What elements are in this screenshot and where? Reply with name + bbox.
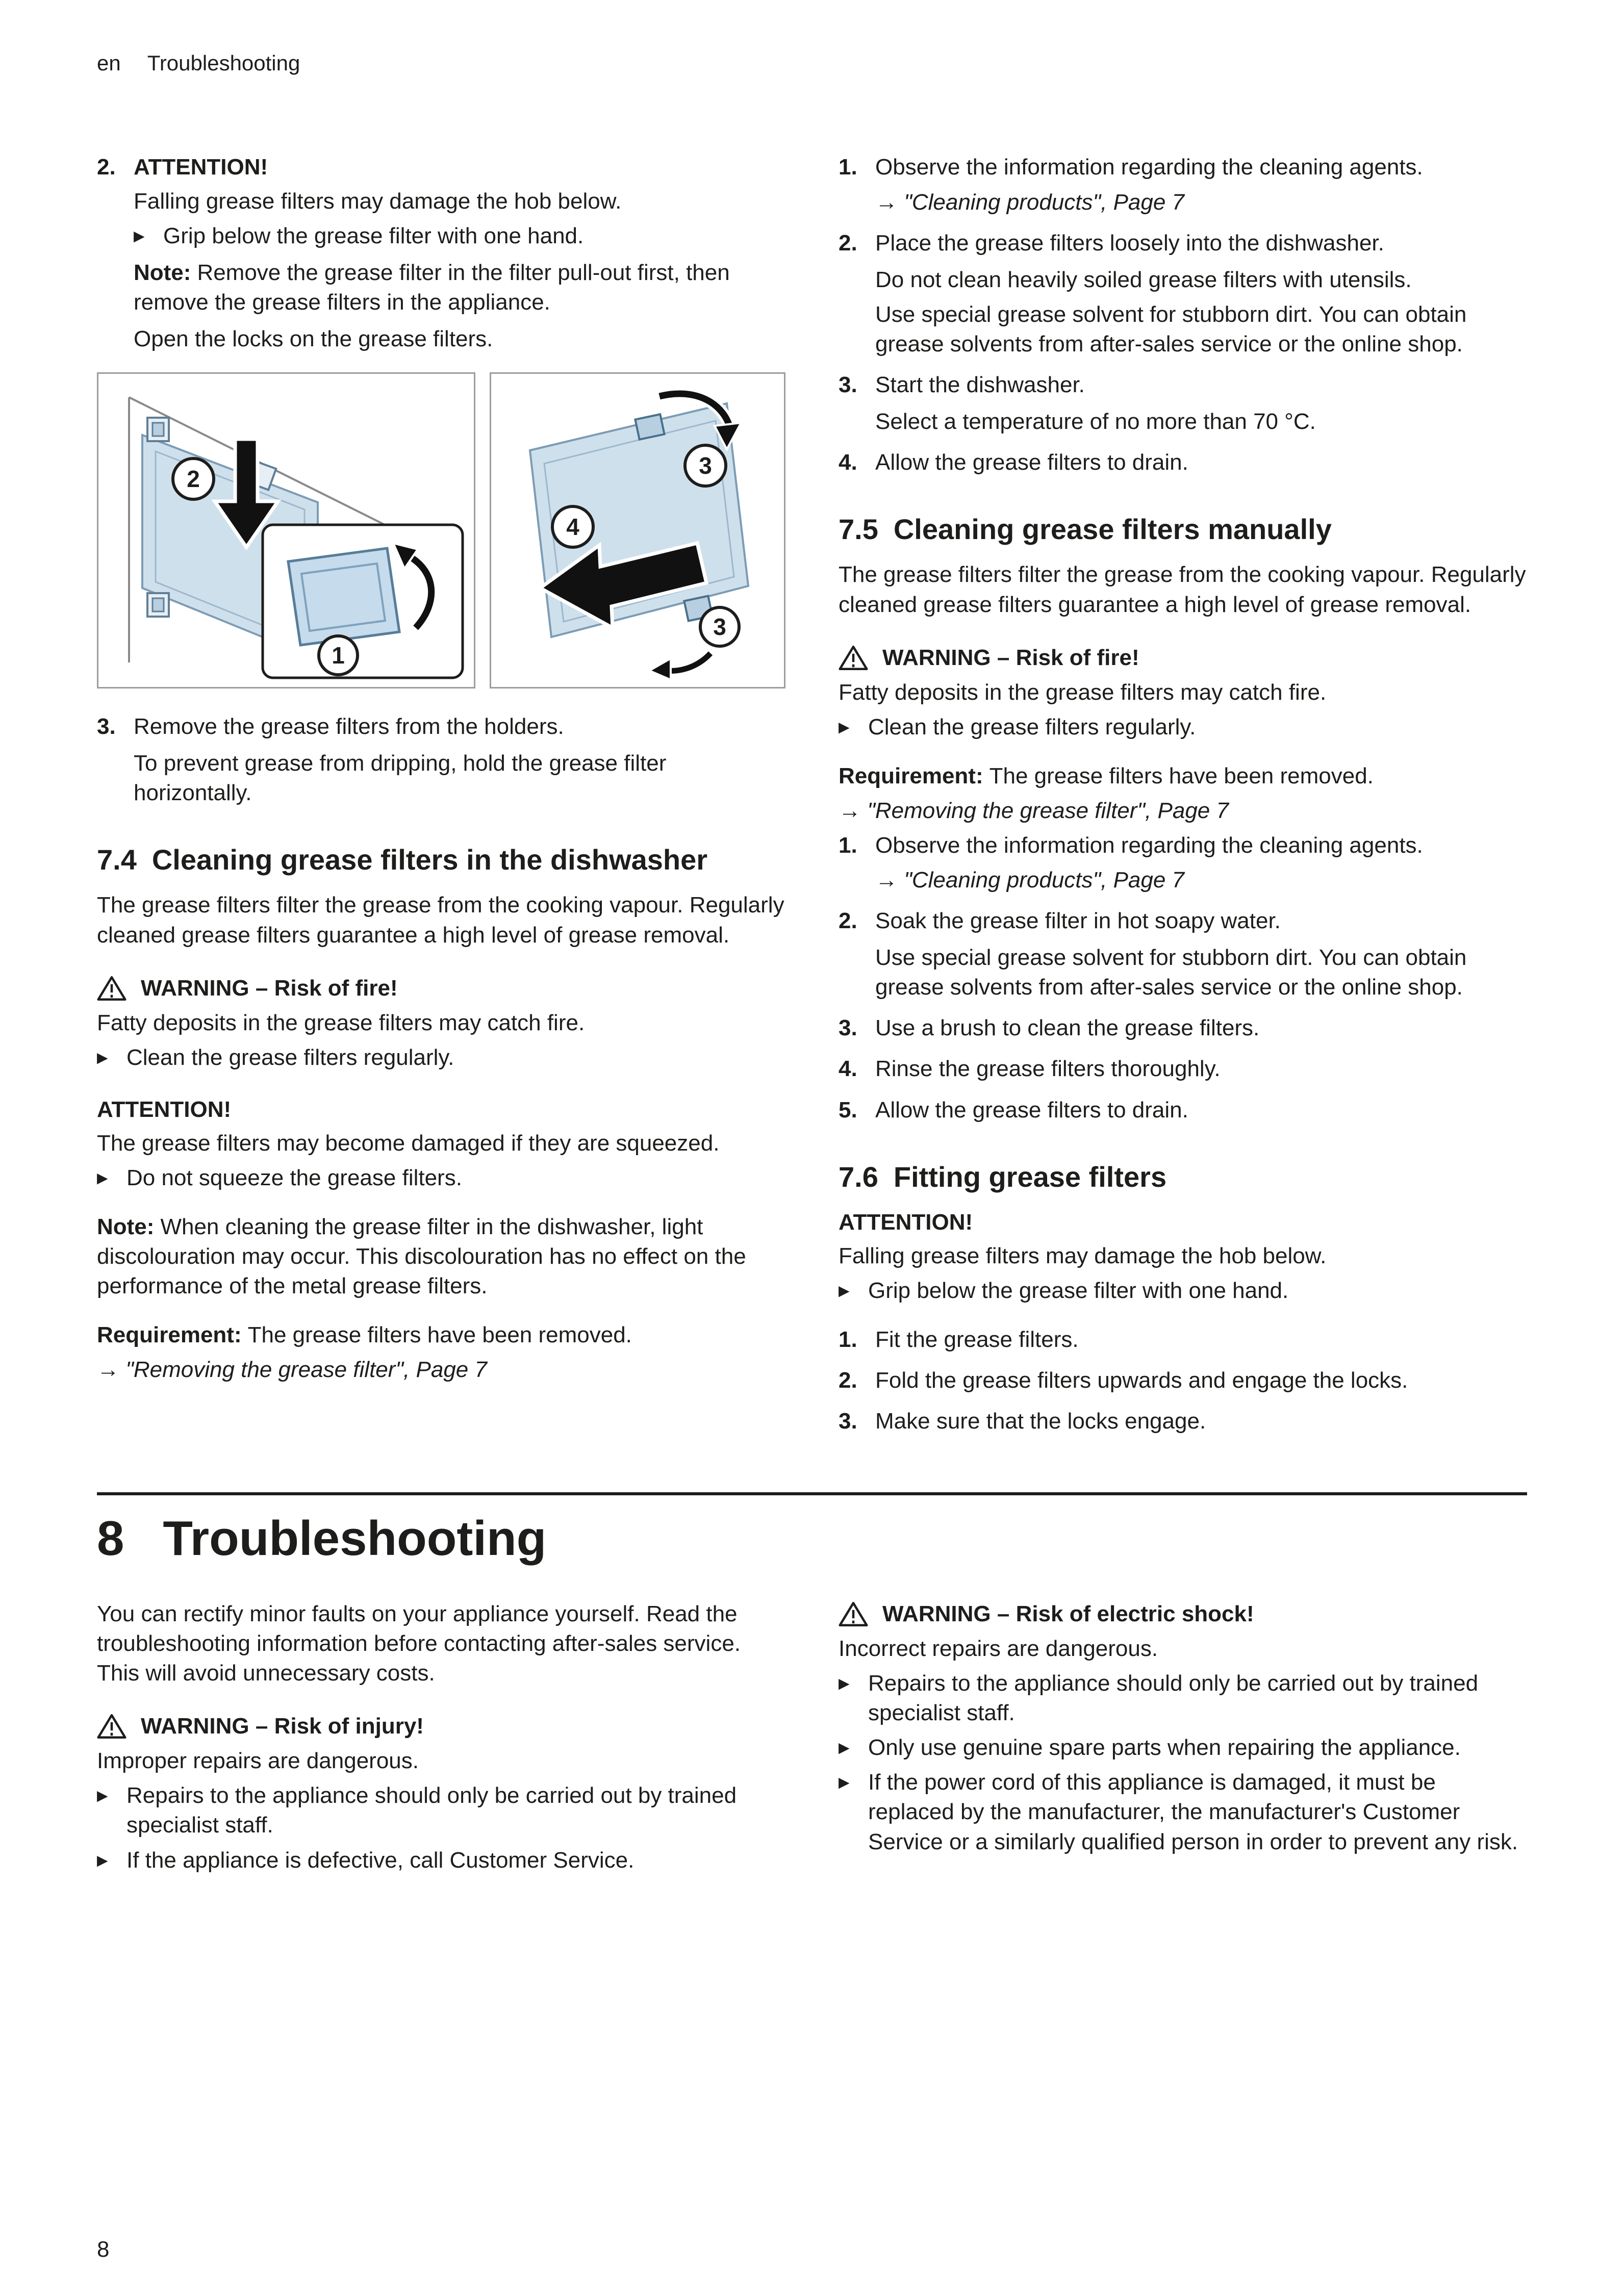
bullet-triangle-icon: ▶ <box>97 1049 108 1065</box>
chapter-8-heading <box>97 1512 1527 1566</box>
step-body <box>875 831 1527 900</box>
note-text: When cleaning the grease filter in the dishwasher, light discolouration may occur. This discolouration has no effect on the performance of the metal grease filters. <box>97 1214 746 1299</box>
bullet-item <box>97 1043 785 1073</box>
cross-reference: → "Removing the grease filter", Page 7 <box>839 798 1229 823</box>
cross-reference: → "Removing the grease filter", Page 7 <box>97 1357 487 1383</box>
step-text: Start the dishwasher. <box>875 372 1085 397</box>
callout-3b-label: 3 <box>713 613 726 640</box>
bullet-text: Grip below the grease filter with one hand. <box>868 1278 1289 1304</box>
callout-3-label: 3 <box>699 452 712 479</box>
warning-title: WARNING – Risk of electric shock! <box>882 1601 1254 1626</box>
chapter-8-left-column <box>97 1599 785 1880</box>
bullet-item <box>134 221 785 251</box>
note-paragraph <box>97 1212 785 1301</box>
cross-reference: → "Cleaning products", Page 7 <box>875 189 1185 215</box>
figure-panel-right <box>490 372 785 688</box>
step-body <box>875 1095 1527 1130</box>
bullet-item <box>839 1276 1527 1306</box>
step-text: Soak the grease filter in hot soapy water. <box>875 908 1281 934</box>
section-number: 7.5 <box>839 513 878 546</box>
warning-header <box>97 1712 785 1741</box>
bullet-text: Repairs to the appliance should only be carried out by trained specialist staff. <box>868 1671 1479 1726</box>
step-number: 1. <box>839 1327 857 1353</box>
requirement-text: The grease filters have been removed. <box>989 763 1374 788</box>
hood-filter-open-locks-illustration <box>98 374 474 687</box>
step-number: 3. <box>839 1015 857 1041</box>
requirement-paragraph <box>97 1320 785 1350</box>
bullet-item <box>97 1163 785 1193</box>
warning-title: WARNING – Risk of fire! <box>882 645 1139 670</box>
callout-2-label: 2 <box>187 465 200 492</box>
curved-arrow-bottom-icon <box>649 653 711 680</box>
bullet-triangle-icon: ▶ <box>839 719 850 735</box>
step-text: Observe the information regarding the cleaning agents. <box>875 833 1423 858</box>
step-item-2 <box>97 152 785 359</box>
requirement-paragraph <box>839 761 1527 791</box>
cross-reference: → "Cleaning products", Page 7 <box>875 868 1185 893</box>
step-body <box>875 448 1527 482</box>
bullet-item <box>839 1669 1527 1728</box>
chapter-8-columns <box>97 1599 1527 1880</box>
section-7-4-heading <box>97 843 785 877</box>
bullet-item <box>97 1781 785 1840</box>
step-item <box>839 1407 1527 1441</box>
bullet-item <box>839 712 1527 742</box>
step-number: 2. <box>97 155 116 180</box>
note-text: Remove the grease filter in the filter pull-out first, then remove the grease filters in the appliance. <box>134 260 730 315</box>
step-number: 1. <box>839 155 857 180</box>
body-text: Fatty deposits in the grease filters may catch fire. <box>839 679 1327 705</box>
warning-header <box>839 1599 1527 1629</box>
bullet-text: Do not squeeze the grease filters. <box>126 1165 462 1190</box>
bullet-item <box>839 1768 1527 1856</box>
section-title: Cleaning grease filters manually <box>893 513 1332 546</box>
figure-panel-left <box>97 372 475 688</box>
bullet-text: If the power cord of this appliance is damaged, it must be replaced by the manufacturer, the manufacturer's Customer Service or a similarly qualified person in order to prevent any risk. <box>868 1770 1518 1854</box>
page-number: 8 <box>97 2236 110 2262</box>
step-number: 5. <box>839 1097 857 1123</box>
step-item <box>839 1366 1527 1400</box>
body-text: The grease filters may become damaged if they are squeezed. <box>97 1130 720 1156</box>
chapter-number: 8 <box>97 1511 124 1566</box>
step-text: Observe the information regarding the cleaning agents. <box>875 155 1423 180</box>
callout-1-badge <box>319 636 358 675</box>
bullet-item <box>97 1846 785 1875</box>
warning-title: WARNING – Risk of fire! <box>141 975 398 1001</box>
step-number: 2. <box>839 230 857 256</box>
step-text: Fold the grease filters upwards and engage the locks. <box>875 1368 1408 1393</box>
requirement-label: Requirement: <box>839 763 983 788</box>
attention-heading: ATTENTION! <box>97 1096 232 1122</box>
warning-triangle-icon <box>97 975 126 1002</box>
body-text: Falling grease filters may damage the hob below. <box>134 188 622 214</box>
bullet-triangle-icon: ▶ <box>839 1740 850 1756</box>
bullet-text: If the appliance is defective, call Customer Service. <box>126 1847 635 1873</box>
note-paragraph <box>134 258 785 317</box>
step-number: 1. <box>839 833 857 858</box>
left-column <box>97 152 785 1390</box>
step-item <box>839 1325 1527 1360</box>
step-number: 4. <box>839 450 857 475</box>
step-number: 3. <box>839 372 857 397</box>
step-number: 2. <box>839 1368 857 1393</box>
step-item <box>839 831 1527 900</box>
chapter-divider-rule <box>97 1492 1527 1495</box>
header-language: en <box>97 51 121 75</box>
body-text: The grease filters filter the grease from the cooking vapour. Regularly cleaned grease filters guarantee a high level of grease removal. <box>839 562 1526 617</box>
step-body <box>134 712 785 813</box>
step-body <box>875 1013 1527 1048</box>
chapter-8-right-column <box>839 1599 1527 1862</box>
running-header <box>97 49 1527 77</box>
section-7-5-heading <box>839 512 1527 547</box>
warning-triangle-icon <box>97 1713 126 1740</box>
bullet-triangle-icon: ▶ <box>97 1852 108 1868</box>
body-text: Open the locks on the grease filters. <box>134 326 493 351</box>
step-subtext: Use special grease solvent for stubborn dirt. You can obtain grease solvents from after-sales service or the online shop. <box>875 945 1467 1000</box>
callout-3b-badge <box>700 607 739 646</box>
figure-grease-filter-removal <box>97 372 785 688</box>
bullet-triangle-icon: ▶ <box>97 1170 108 1186</box>
body-text: To prevent grease from dripping, hold the grease filter horizontally. <box>134 750 667 806</box>
bullet-triangle-icon: ▶ <box>839 1283 850 1299</box>
step-item <box>839 1054 1527 1089</box>
step-number: 3. <box>839 1409 857 1434</box>
step-body <box>134 152 785 359</box>
body-text: Remove the grease filters from the holders. <box>134 713 564 739</box>
step-body <box>875 1366 1527 1400</box>
warning-header <box>839 643 1527 673</box>
bullet-text: Only use genuine spare parts when repairing the appliance. <box>868 1735 1461 1761</box>
body-text: You can rectify minor faults on your appliance yourself. Read the troubleshooting information before contacting after-sales service. This will avoid unnecessary costs. <box>97 1601 741 1686</box>
step-item <box>839 906 1527 1007</box>
callout-1-label: 1 <box>332 642 345 669</box>
bullet-triangle-icon: ▶ <box>839 1675 850 1692</box>
note-label: Note: <box>97 1214 155 1240</box>
right-column <box>839 152 1527 1447</box>
callout-3-badge <box>685 445 726 486</box>
bullet-text: Clean the grease filters regularly. <box>126 1044 454 1070</box>
step-text: Fit the grease filters. <box>875 1327 1079 1353</box>
step-body <box>875 152 1527 222</box>
step-text: Rinse the grease filters thoroughly. <box>875 1056 1221 1082</box>
step-item <box>839 228 1527 364</box>
callout-2-badge <box>173 458 214 499</box>
body-text: Falling grease filters may damage the hob below. <box>839 1243 1327 1269</box>
body-text: Improper repairs are dangerous. <box>97 1748 419 1774</box>
step-number: 2. <box>839 908 857 934</box>
step-body <box>875 1407 1527 1441</box>
top-columns <box>97 152 1527 1447</box>
step-body <box>875 1054 1527 1089</box>
bullet-text: Grip below the grease filter with one hand. <box>163 223 584 248</box>
section-7-6-heading <box>839 1160 1527 1194</box>
bullet-triangle-icon: ▶ <box>839 1774 850 1791</box>
section-title: Fitting grease filters <box>893 1160 1167 1193</box>
callout-4-badge <box>552 506 593 547</box>
section-number: 7.6 <box>839 1160 878 1193</box>
step-text: Make sure that the locks engage. <box>875 1409 1206 1434</box>
step-text: Use a brush to clean the grease filters. <box>875 1015 1260 1041</box>
bullet-text: Clean the grease filters regularly. <box>868 714 1196 739</box>
step-subtext: Use special grease solvent for stubborn dirt. You can obtain grease solvents from after-sales service or the online shop. <box>875 301 1467 356</box>
step-body <box>875 906 1527 1007</box>
hood-filter-release-illustration <box>491 374 784 687</box>
warning-header <box>97 974 785 1003</box>
step-text: Allow the grease filters to drain. <box>875 450 1188 475</box>
bullet-text: Repairs to the appliance should only be carried out by trained specialist staff. <box>126 1783 737 1838</box>
step-item <box>839 1013 1527 1048</box>
step-subtext: Select a temperature of no more than 70 °C. <box>875 409 1316 434</box>
body-text: Fatty deposits in the grease filters may catch fire. <box>97 1010 585 1035</box>
attention-heading: ATTENTION! <box>839 1209 973 1235</box>
step-body <box>875 1325 1527 1360</box>
step-text: Allow the grease filters to drain. <box>875 1097 1188 1123</box>
lock-detail-inset <box>263 525 463 678</box>
step-body <box>875 228 1527 364</box>
step-item <box>839 370 1527 442</box>
step-number: 3. <box>97 713 116 739</box>
step-item <box>839 152 1527 222</box>
bullet-item <box>839 1733 1527 1763</box>
requirement-label: Requirement: <box>97 1322 242 1348</box>
bullet-triangle-icon: ▶ <box>134 227 145 244</box>
body-text: Incorrect repairs are dangerous. <box>839 1636 1158 1662</box>
step-item-3 <box>97 712 785 813</box>
warning-title: WARNING – Risk of injury! <box>141 1714 424 1739</box>
note-label: Note: <box>134 260 191 285</box>
step-body <box>875 370 1527 442</box>
chapter-title: Troubleshooting <box>163 1511 547 1566</box>
callout-4-label: 4 <box>566 513 579 540</box>
step-item <box>839 448 1527 482</box>
step-item <box>839 1095 1527 1130</box>
attention-heading: ATTENTION! <box>134 155 268 180</box>
step-number: 4. <box>839 1056 857 1082</box>
requirement-text: The grease filters have been removed. <box>247 1322 632 1348</box>
body-text: The grease filters filter the grease from the cooking vapour. Regularly cleaned grease filters guarantee a high level of grease removal. <box>97 892 784 948</box>
step-text: Place the grease filters loosely into the dishwasher. <box>875 230 1384 256</box>
section-title: Cleaning grease filters in the dishwasher <box>151 844 708 876</box>
warning-triangle-icon <box>839 1601 868 1627</box>
section-number: 7.4 <box>97 844 137 876</box>
step-subtext: Do not clean heavily soiled grease filters with utensils. <box>875 267 1412 292</box>
bullet-triangle-icon: ▶ <box>97 1788 108 1804</box>
header-chapter-title: Troubleshooting <box>147 51 300 75</box>
warning-triangle-icon <box>839 645 868 671</box>
